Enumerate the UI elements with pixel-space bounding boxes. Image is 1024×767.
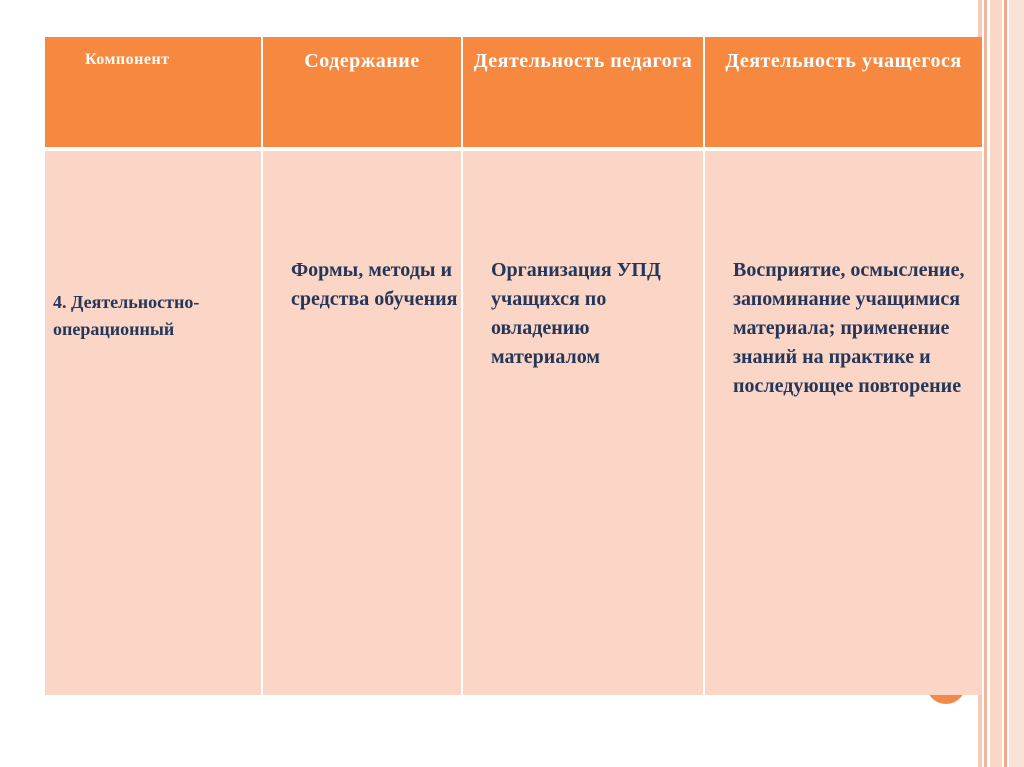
cell-teacher-activity: Организация УПД учащихся по овладению материалом xyxy=(462,149,704,695)
stripe xyxy=(1004,0,1007,767)
cell-content: Формы, методы и средства обучения xyxy=(262,149,462,695)
header-component: Компонент xyxy=(45,37,262,149)
stripe xyxy=(990,0,1002,767)
header-student-activity: Деятельность учащегося xyxy=(704,37,982,149)
component-table xyxy=(45,37,982,695)
cell-student-activity: Восприятие, осмысление, запоминание учащимися материала; применение знаний на практике и последующее повторение xyxy=(704,149,982,695)
decorative-stripes xyxy=(978,0,1024,767)
header-content: Содержание xyxy=(262,37,462,149)
stripe xyxy=(1009,0,1024,767)
table-row xyxy=(45,149,982,695)
stripe xyxy=(984,0,987,767)
slide-table-container xyxy=(45,37,982,695)
header-teacher-activity: Деятельность педагога xyxy=(462,37,704,149)
table-header-row xyxy=(45,37,982,149)
cell-component: 4. Деятельностно-операционный xyxy=(45,149,262,695)
